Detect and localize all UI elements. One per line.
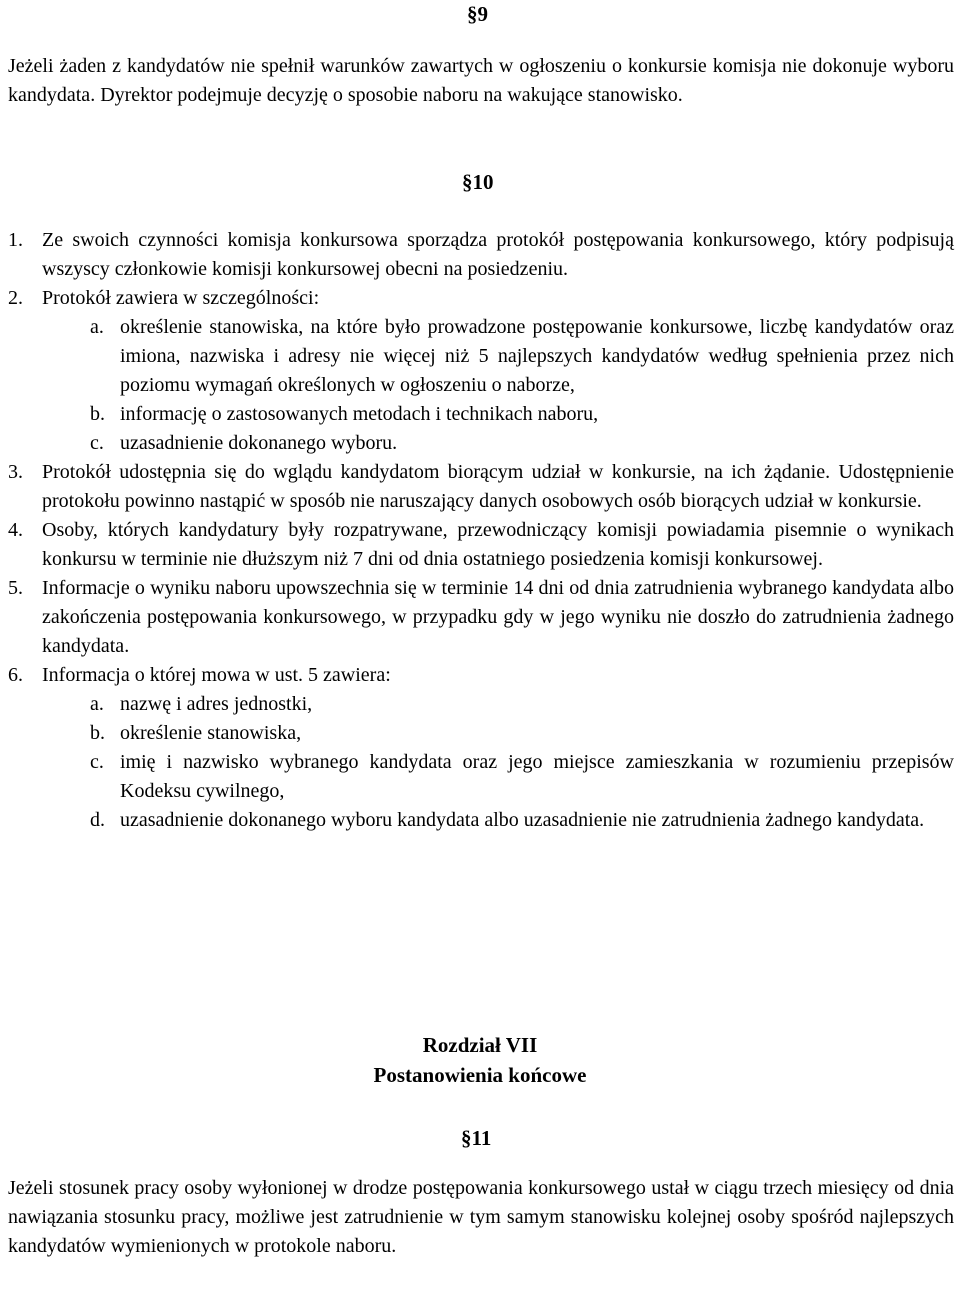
item-letter: a. <box>90 316 104 338</box>
item-text: uzasadnienie dokonanego wyboru. <box>120 432 398 454</box>
list-item <box>90 313 954 400</box>
section-10-heading: §10 <box>462 170 494 194</box>
list-item <box>90 690 954 719</box>
list-item <box>90 429 954 458</box>
item-number: 1. <box>8 229 23 251</box>
sublist <box>90 690 954 835</box>
list-item <box>8 458 954 516</box>
sublist <box>90 313 954 458</box>
list-item <box>8 226 954 284</box>
item-letter: a. <box>90 693 104 715</box>
list-item <box>8 516 954 574</box>
list-item <box>90 400 954 429</box>
item-number: 6. <box>8 664 23 686</box>
item-letter: c. <box>90 751 104 773</box>
list-item <box>8 574 954 661</box>
chapter-title: Rozdział VII <box>422 1033 538 1057</box>
section-11-heading: §11 <box>461 1126 492 1150</box>
item-letter: b. <box>90 722 105 744</box>
item-text: określenie stanowiska, na które było prowadzone postępowanie konkursowe, liczbę kandydatów oraz imiona, nazwiska i adresy nie więcej niż 5 najlepszych kandydatów według spełnienia przez nich poziomu wymagań określonych w ogłoszeniu o naborze, <box>120 316 954 396</box>
item-text: uzasadnienie dokonanego wyboru kandydata albo uzasadnienie nie zatrudnienia żadnego kandydata. <box>120 809 925 831</box>
list-item <box>90 719 954 748</box>
item-number: 4. <box>8 519 23 541</box>
item-text: Protokół zawiera w szczególności: <box>42 287 320 309</box>
item-text: określenie stanowiska, <box>120 722 302 744</box>
section-9-heading: §9 <box>467 2 488 26</box>
item-text: Protokół udostępnia się do wglądu kandydatom biorącym udział w konkursie, na ich żądanie. Udostępnienie protokołu powinno nastąpić w sposób nie naruszający danych osobowych osób biorących udział w konkursie. <box>42 461 954 512</box>
list-item <box>8 284 954 458</box>
section-9-paragraph: Jeżeli żaden z kandydatów nie spełnił warunków zawartych w ogłoszeniu o konkursie komisja nie dokonuje wyboru kandydata. Dyrektor podejmuje decyzję o sposobie naboru na wakujące stanowisko. <box>8 55 954 106</box>
item-text: Informacje o wyniku naboru upowszechnia się w terminie 14 dni od dnia zatrudnienia wybranego kandydata albo zakończenia postępowania konkursowego, w przypadku gdy w jego wyniku nie doszło do zatrudnienia żadnego kandydata. <box>42 577 954 657</box>
item-letter: d. <box>90 809 105 831</box>
list-item <box>90 748 954 806</box>
item-number: 5. <box>8 577 23 599</box>
list-item <box>8 661 954 835</box>
item-text: Informacja o której mowa w ust. 5 zawiera: <box>42 664 391 686</box>
section-10-list <box>8 226 954 835</box>
item-text: imię i nazwisko wybranego kandydata oraz jego miejsce zamieszkania w rozumieniu przepisów Kodeksu cywilnego, <box>120 751 954 802</box>
item-letter: c. <box>90 432 104 454</box>
item-number: 3. <box>8 461 23 483</box>
section-11-paragraph: Jeżeli stosunek pracy osoby wyłonionej w drodze postępowania konkursowego ustał w ciągu trzech miesięcy od dnia nawiązania stosunku pracy, możliwe jest zatrudnienie w tym samym stanowisku kolejnej osoby spośród najlepszych kandydatów wymienionych w protokole naboru. <box>8 1177 954 1257</box>
item-text: informację o zastosowanych metodach i technikach naboru, <box>120 403 599 425</box>
list-item <box>90 806 954 835</box>
item-text: Ze swoich czynności komisja konkursowa sporządza protokół postępowania konkursowego, który podpisują wszyscy członkowie komisji konkursowej obecni na posiedzeniu. <box>42 229 954 280</box>
item-number: 2. <box>8 287 23 309</box>
item-letter: b. <box>90 403 105 425</box>
item-text: Osoby, których kandydatury były rozpatrywane, przewodniczący komisji powiadamia pisemnie o wynikach konkursu w terminie nie dłuższym niż 7 dni od dnia ostatniego posiedzenia komisji konkursowej. <box>42 519 954 570</box>
item-text: nazwę i adres jednostki, <box>120 693 313 715</box>
chapter-subtitle: Postanowienia końcowe <box>373 1063 587 1087</box>
